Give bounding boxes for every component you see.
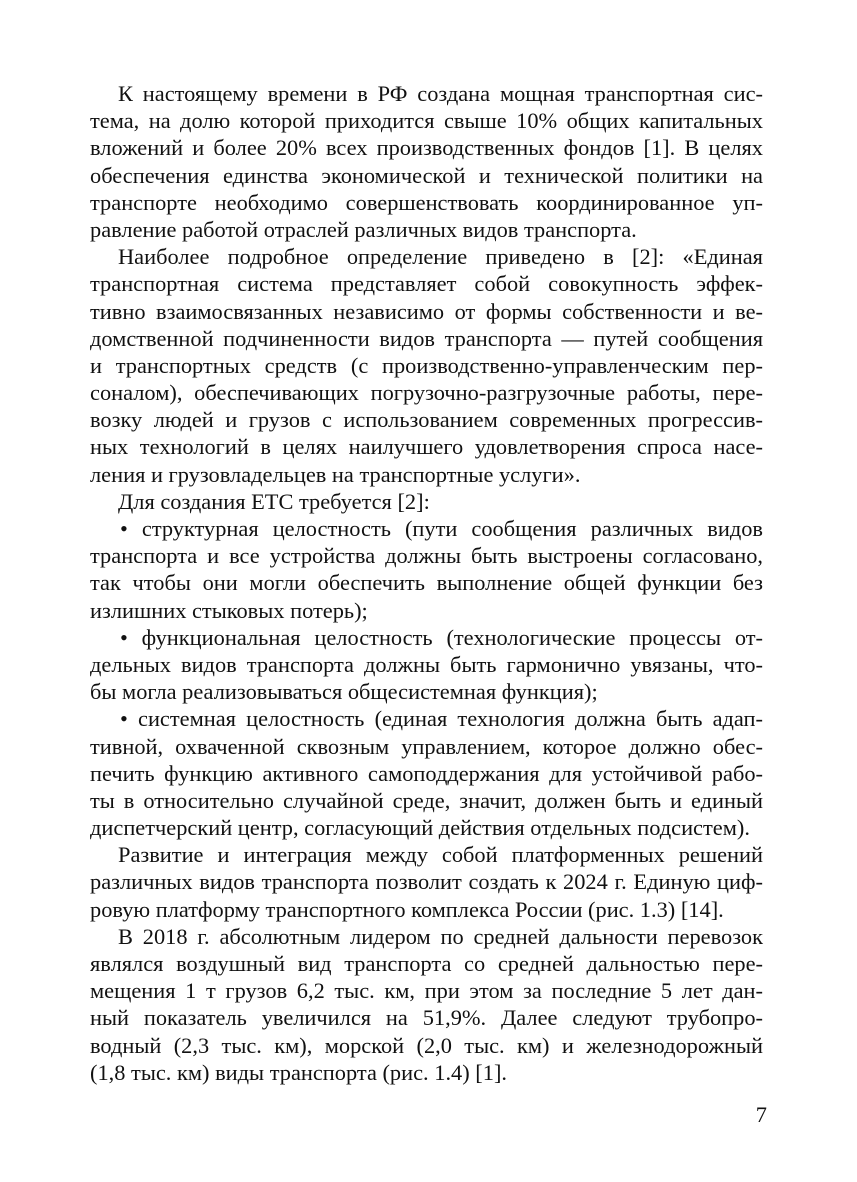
text-line: вложений и более 20% всех производственных фондов [1]. В целях [90, 135, 763, 161]
text-line: Развитие и интеграция между собой платформенных решений [118, 842, 763, 868]
text-line: транспортная система представляет собой совокупность эффек- [90, 271, 763, 297]
text-line: так чтобы они могли обеспечить выполнение общей функции без [90, 570, 763, 596]
text-line: возку людей и грузов с использованием современных прогрессив- [90, 407, 763, 433]
text-line: различных видов транспорта позволит создать к 2024 г. Единую циф- [90, 869, 763, 895]
text-line: ты в относительно случайной среде, значит, должен быть и единый [90, 787, 763, 813]
bullet-item-line: • системная целостность (единая технология должна быть адап- [120, 706, 763, 732]
text-line: тивной, охваченной сквозным управлением, которое должно обес- [90, 733, 763, 759]
text-line: равление работой отраслей различных видов транспорта. [90, 216, 637, 242]
text-line: тивно взаимосвязанных независимо от формы собственности и ве- [90, 298, 763, 324]
text-line: мещения 1 т грузов 6,2 тыс. км, при этом за последние 5 лет дан- [90, 978, 763, 1004]
text-line: являлся воздушный вид транспорта со средней дальностью пере- [90, 951, 763, 976]
text-line: ный показатель увеличился на 51,9%. Далее следуют трубопро- [90, 1005, 763, 1031]
text-line: Для создания ЕТС требуется [2]: [118, 488, 430, 514]
page-number: 7 [755, 1102, 767, 1127]
bullet-item-line: • функциональная целостность (технологические процессы от- [120, 624, 763, 650]
text-line: соналом), обеспечивающих погрузочно-разгрузочные работы, пере- [90, 380, 763, 406]
body-text [90, 80, 763, 1086]
text-line: транспорта и все устройства должны быть выстроены согласовано, [90, 543, 763, 569]
text-line: Наиболее подробное определение приведено в [2]: «Единая [118, 244, 763, 270]
text-line: дельных видов транспорта должны быть гармонично увязаны, что- [90, 651, 763, 677]
text-line: печить функцию активного самоподдержания для устойчивой рабо- [90, 760, 763, 786]
text-line: излишних стыковых потерь); [90, 597, 368, 623]
text-line: диспетчерский центр, согласующий действия отдельных подсистем). [90, 815, 750, 841]
text-line: ровую платформу транспортного комплекса России (рис. 1.3) [14]. [90, 896, 724, 922]
text-line: транспорте необходимо совершенствовать координированное уп- [90, 189, 763, 215]
text-line: тема, на долю которой приходится свыше 10% общих капитальных [90, 108, 763, 134]
text-line: и транспортных средств (с производственно-управленческим пер- [90, 352, 763, 378]
text-line: (1,8 тыс. км) виды транспорта (рис. 1.4) [1]. [90, 1059, 507, 1085]
text-line: бы могла реализовываться общесистемная функция); [90, 679, 598, 705]
text-line: домственной подчиненности видов транспорта — путей сообщения [90, 325, 763, 351]
text-line: В 2018 г. абсолютным лидером по средней дальности перевозок [118, 923, 763, 949]
text-line: водный (2,3 тыс. км), морской (2,0 тыс. км) и железнодорожный [90, 1032, 763, 1058]
text-line: ных технологий в целях наилучшего удовлетворения спроса насе- [90, 434, 763, 460]
text-line: ления и грузовладельцев на транспортные услуги». [90, 461, 581, 487]
text-line: обеспечения единства экономической и технической политики на [90, 162, 763, 188]
bullet-item-line: • структурная целостность (пути сообщения различных видов [120, 516, 763, 541]
text-line: К настоящему времени в РФ создана мощная транспортная сис- [118, 81, 763, 106]
